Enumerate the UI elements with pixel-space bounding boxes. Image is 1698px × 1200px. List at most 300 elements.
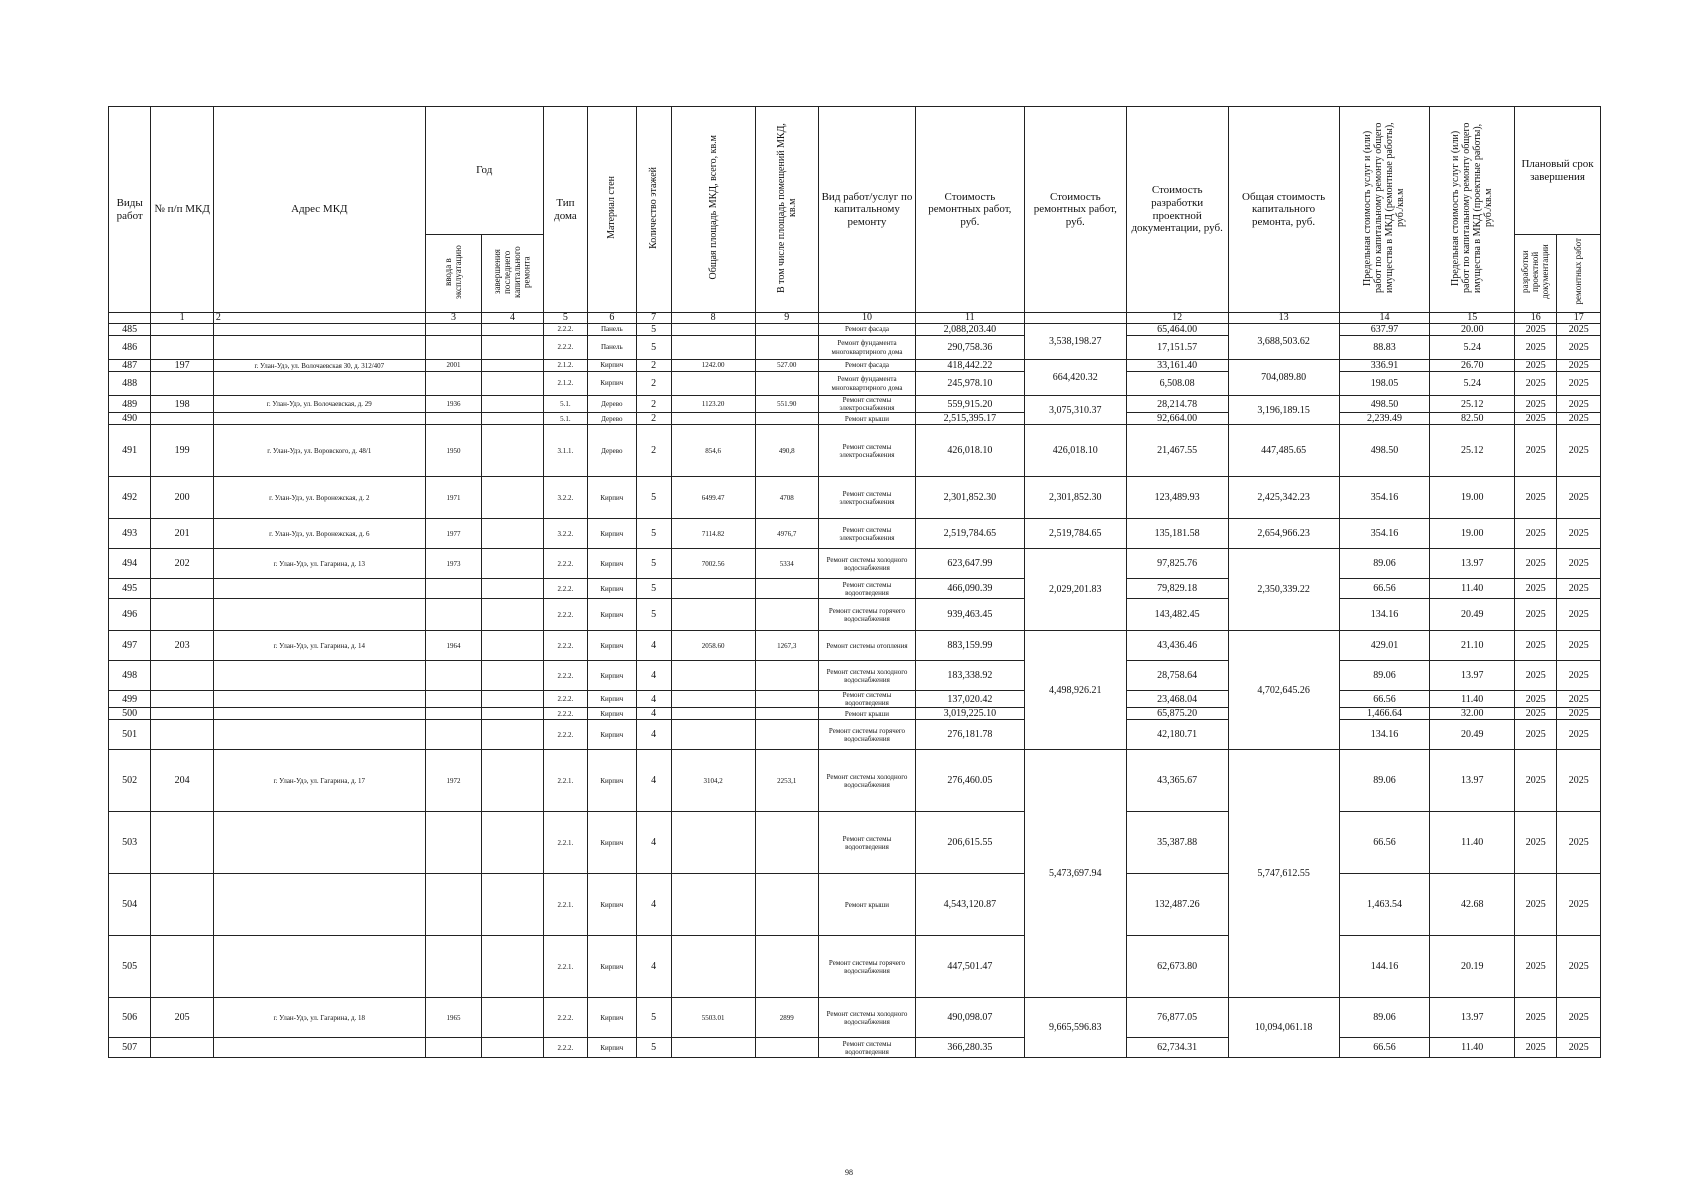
row-repair-cost: 939,463.45 bbox=[915, 599, 1024, 631]
row-total-cost: 704,089.80 bbox=[1228, 360, 1339, 396]
row-premises-area: 551.90 bbox=[755, 396, 819, 413]
row-repair-cost-total: 664,420.32 bbox=[1024, 360, 1126, 396]
row-total-area: 7002.56 bbox=[671, 549, 755, 579]
row-limit-repair: 354.16 bbox=[1339, 477, 1430, 519]
row-work-type: Ремонт системы электроснабжения bbox=[819, 519, 916, 549]
column-number: 17 bbox=[1557, 313, 1601, 324]
row-total-cost: 3,688,503.62 bbox=[1228, 324, 1339, 360]
row-year-last bbox=[482, 425, 544, 477]
row-premises-area: 490,8 bbox=[755, 425, 819, 477]
row-plan-development: 2025 bbox=[1515, 396, 1557, 413]
row-np: 197 bbox=[151, 360, 214, 372]
row-total-cost: 2,350,339.22 bbox=[1228, 549, 1339, 631]
row-work-type: Ремонт системы водоотведения bbox=[819, 691, 916, 708]
row-repair-cost: 418,442.22 bbox=[915, 360, 1024, 372]
row-project-cost: 23,468.04 bbox=[1126, 691, 1228, 708]
row-repair-cost: 2,519,784.65 bbox=[915, 519, 1024, 549]
row-np: 198 bbox=[151, 396, 214, 413]
row-plan-repair: 2025 bbox=[1557, 549, 1601, 579]
row-limit-repair: 66.56 bbox=[1339, 812, 1430, 874]
header-plan-development: разработки проектной документации bbox=[1515, 235, 1557, 313]
row-np: 202 bbox=[151, 549, 214, 579]
table-row bbox=[109, 519, 1601, 549]
column-number: 14 bbox=[1339, 313, 1430, 324]
row-year-last bbox=[482, 360, 544, 372]
row-premises-area bbox=[755, 413, 819, 425]
row-limit-repair: 89.06 bbox=[1339, 750, 1430, 812]
row-plan-development: 2025 bbox=[1515, 661, 1557, 691]
row-address: г. Улан-Удэ, ул. Воронежская, д. 2 bbox=[213, 477, 425, 519]
row-limit-project: 13.97 bbox=[1430, 998, 1515, 1038]
row-house-type: 5.1. bbox=[543, 396, 587, 413]
row-year-last bbox=[482, 519, 544, 549]
row-address bbox=[213, 1038, 425, 1058]
row-total-area: 6499.47 bbox=[671, 477, 755, 519]
row-plan-development: 2025 bbox=[1515, 936, 1557, 998]
row-limit-repair: 2,239.49 bbox=[1339, 413, 1430, 425]
header-np-mkd: № п/п МКД bbox=[151, 107, 214, 313]
row-year-last bbox=[482, 477, 544, 519]
row-total-area bbox=[671, 661, 755, 691]
header-house-type: Тип дома bbox=[543, 107, 587, 313]
row-floors: 5 bbox=[636, 599, 671, 631]
row-floors: 4 bbox=[636, 720, 671, 750]
row-premises-area bbox=[755, 336, 819, 360]
table-body bbox=[109, 313, 1601, 1058]
row-year-last bbox=[482, 874, 544, 936]
row-project-cost: 79,829.18 bbox=[1126, 579, 1228, 599]
row-year-last bbox=[482, 579, 544, 599]
row-year-commission bbox=[425, 579, 481, 599]
header-premises-area: В том числе площадь помещений МКД, кв.м bbox=[755, 107, 819, 313]
row-year-commission bbox=[425, 372, 481, 396]
row-floors: 5 bbox=[636, 998, 671, 1038]
row-address bbox=[213, 599, 425, 631]
table-row bbox=[109, 396, 1601, 413]
row-limit-repair: 1,463.54 bbox=[1339, 874, 1430, 936]
row-year-last bbox=[482, 336, 544, 360]
row-wall-material: Кирпич bbox=[588, 708, 636, 720]
column-number: 8 bbox=[671, 313, 755, 324]
row-wall-material: Кирпич bbox=[588, 661, 636, 691]
row-limit-repair: 66.56 bbox=[1339, 579, 1430, 599]
row-floors: 5 bbox=[636, 336, 671, 360]
row-house-type: 2.2.2. bbox=[543, 708, 587, 720]
row-total-area bbox=[671, 1038, 755, 1058]
header-year: Год bbox=[425, 107, 543, 235]
row-house-type: 2.2.2. bbox=[543, 599, 587, 631]
row-project-cost: 132,487.26 bbox=[1126, 874, 1228, 936]
row-repair-cost: 623,647.99 bbox=[915, 549, 1024, 579]
row-total-cost: 10,094,061.18 bbox=[1228, 998, 1339, 1058]
row-total-area bbox=[671, 708, 755, 720]
row-wall-material: Кирпич bbox=[588, 519, 636, 549]
row-house-type: 2.1.2. bbox=[543, 372, 587, 396]
row-np: 204 bbox=[151, 750, 214, 812]
row-project-cost: 62,734.31 bbox=[1126, 1038, 1228, 1058]
column-number: 9 bbox=[755, 313, 819, 324]
row-limit-project: 25.12 bbox=[1430, 396, 1515, 413]
row-address: г. Улан-Удэ, ул. Волочаевская, д. 29 bbox=[213, 396, 425, 413]
header-year-commission: ввода в эксплуатацию bbox=[425, 235, 481, 313]
row-plan-repair: 2025 bbox=[1557, 936, 1601, 998]
row-vid: 496 bbox=[109, 599, 151, 631]
row-year-commission: 1936 bbox=[425, 396, 481, 413]
row-np: 200 bbox=[151, 477, 214, 519]
row-wall-material: Кирпич bbox=[588, 579, 636, 599]
row-year-last bbox=[482, 691, 544, 708]
column-number: 2 bbox=[213, 313, 425, 324]
row-work-type: Ремонт системы водоотведения bbox=[819, 579, 916, 599]
row-project-cost: 92,664.00 bbox=[1126, 413, 1228, 425]
row-project-cost: 17,151.57 bbox=[1126, 336, 1228, 360]
row-work-type: Ремонт системы горячего водоснабжения bbox=[819, 936, 916, 998]
row-vid: 497 bbox=[109, 631, 151, 661]
row-floors: 4 bbox=[636, 936, 671, 998]
row-floors: 2 bbox=[636, 372, 671, 396]
row-plan-development: 2025 bbox=[1515, 1038, 1557, 1058]
row-vid: 493 bbox=[109, 519, 151, 549]
row-plan-repair: 2025 bbox=[1557, 691, 1601, 708]
row-wall-material: Кирпич bbox=[588, 549, 636, 579]
row-plan-repair: 2025 bbox=[1557, 1038, 1601, 1058]
row-work-type: Ремонт системы водоотведения bbox=[819, 1038, 916, 1058]
column-number bbox=[109, 313, 151, 324]
row-work-type: Ремонт системы холодного водоснабжения bbox=[819, 661, 916, 691]
row-limit-project: 13.97 bbox=[1430, 750, 1515, 812]
row-total-area: 1242.00 bbox=[671, 360, 755, 372]
row-plan-repair: 2025 bbox=[1557, 874, 1601, 936]
row-project-cost: 21,467.55 bbox=[1126, 425, 1228, 477]
header-limit-repair: Предельная стоимость услуг и (или) работ по капитальному ремонту общего имущества в МКД (ремонтные работы), руб./кв.м bbox=[1339, 107, 1430, 313]
row-house-type: 2.2.1. bbox=[543, 750, 587, 812]
row-year-commission: 1964 bbox=[425, 631, 481, 661]
row-np bbox=[151, 936, 214, 998]
row-project-cost: 62,673.80 bbox=[1126, 936, 1228, 998]
row-floors: 4 bbox=[636, 631, 671, 661]
row-premises-area bbox=[755, 661, 819, 691]
row-project-cost: 65,464.00 bbox=[1126, 324, 1228, 336]
row-premises-area bbox=[755, 708, 819, 720]
row-limit-repair: 429.01 bbox=[1339, 631, 1430, 661]
row-year-last bbox=[482, 396, 544, 413]
column-number: 4 bbox=[482, 313, 544, 324]
header-year-last-repair: завершения последнего капитального ремонта bbox=[482, 235, 544, 313]
row-repair-cost: 290,758.36 bbox=[915, 336, 1024, 360]
header-work-type: Вид работ/услуг по капитальному ремонту bbox=[819, 107, 916, 313]
row-house-type: 2.2.2. bbox=[543, 579, 587, 599]
row-limit-project: 11.40 bbox=[1430, 1038, 1515, 1058]
row-house-type: 3.1.1. bbox=[543, 425, 587, 477]
row-wall-material: Кирпич bbox=[588, 812, 636, 874]
row-floors: 4 bbox=[636, 691, 671, 708]
row-total-area bbox=[671, 599, 755, 631]
row-wall-material: Кирпич bbox=[588, 477, 636, 519]
row-address bbox=[213, 413, 425, 425]
header-limit-project: Предельная стоимость услуг и (или) работ по капитальному ремонту общего имущества в МКД (проектные работы), руб./кв.м bbox=[1430, 107, 1515, 313]
row-project-cost: 42,180.71 bbox=[1126, 720, 1228, 750]
row-limit-repair: 66.56 bbox=[1339, 1038, 1430, 1058]
row-repair-cost: 559,915.20 bbox=[915, 396, 1024, 413]
row-year-commission bbox=[425, 874, 481, 936]
row-repair-cost: 245,978.10 bbox=[915, 372, 1024, 396]
row-repair-cost: 426,018.10 bbox=[915, 425, 1024, 477]
row-house-type: 2.2.2. bbox=[543, 998, 587, 1038]
header-plan-date: Плановый срок завершения bbox=[1515, 107, 1601, 235]
row-work-type: Ремонт системы холодного водоснабжения bbox=[819, 998, 916, 1038]
row-limit-project: 11.40 bbox=[1430, 579, 1515, 599]
column-number: 3 bbox=[425, 313, 481, 324]
column-number: 12 bbox=[1126, 313, 1228, 324]
row-work-type: Ремонт системы электроснабжения bbox=[819, 477, 916, 519]
row-premises-area: 2253,1 bbox=[755, 750, 819, 812]
header-project-cost: Стоимость разработки проектной документации, руб. bbox=[1126, 107, 1228, 313]
row-plan-repair: 2025 bbox=[1557, 998, 1601, 1038]
capital-repair-table bbox=[108, 106, 1601, 1058]
row-wall-material: Дерево bbox=[588, 425, 636, 477]
row-total-cost: 2,425,342.23 bbox=[1228, 477, 1339, 519]
row-repair-cost: 2,515,395.17 bbox=[915, 413, 1024, 425]
row-plan-repair: 2025 bbox=[1557, 708, 1601, 720]
row-year-commission bbox=[425, 708, 481, 720]
row-address bbox=[213, 936, 425, 998]
row-work-type: Ремонт крыши bbox=[819, 413, 916, 425]
row-np bbox=[151, 579, 214, 599]
column-number: 11 bbox=[915, 313, 1024, 324]
row-total-area: 854,6 bbox=[671, 425, 755, 477]
row-year-commission: 1977 bbox=[425, 519, 481, 549]
column-number: 6 bbox=[588, 313, 636, 324]
row-total-area bbox=[671, 372, 755, 396]
row-premises-area: 527.00 bbox=[755, 360, 819, 372]
row-floors: 2 bbox=[636, 360, 671, 372]
row-vid: 489 bbox=[109, 396, 151, 413]
row-year-last bbox=[482, 549, 544, 579]
row-limit-project: 11.40 bbox=[1430, 812, 1515, 874]
row-project-cost: 143,482.45 bbox=[1126, 599, 1228, 631]
row-limit-repair: 88.83 bbox=[1339, 336, 1430, 360]
row-project-cost: 35,387.88 bbox=[1126, 812, 1228, 874]
row-plan-repair: 2025 bbox=[1557, 519, 1601, 549]
row-plan-development: 2025 bbox=[1515, 720, 1557, 750]
row-limit-repair: 637.97 bbox=[1339, 324, 1430, 336]
row-vid: 498 bbox=[109, 661, 151, 691]
row-total-cost: 5,747,612.55 bbox=[1228, 750, 1339, 998]
row-premises-area: 2899 bbox=[755, 998, 819, 1038]
row-project-cost: 28,758.64 bbox=[1126, 661, 1228, 691]
row-premises-area bbox=[755, 874, 819, 936]
row-wall-material: Кирпич bbox=[588, 1038, 636, 1058]
row-total-area: 3104,2 bbox=[671, 750, 755, 812]
header-total-area: Общая площадь МКД, всего, кв.м bbox=[671, 107, 755, 313]
column-number: 10 bbox=[819, 313, 916, 324]
row-year-commission bbox=[425, 661, 481, 691]
table-row bbox=[109, 1038, 1601, 1058]
row-project-cost: 135,181.58 bbox=[1126, 519, 1228, 549]
row-np bbox=[151, 372, 214, 396]
row-total-area: 7114.82 bbox=[671, 519, 755, 549]
row-vid: 485 bbox=[109, 324, 151, 336]
row-address bbox=[213, 661, 425, 691]
row-vid: 502 bbox=[109, 750, 151, 812]
table-row bbox=[109, 750, 1601, 812]
row-house-type: 5.1. bbox=[543, 413, 587, 425]
column-number: 13 bbox=[1228, 313, 1339, 324]
column-number: 16 bbox=[1515, 313, 1557, 324]
row-limit-project: 20.49 bbox=[1430, 720, 1515, 750]
row-year-last bbox=[482, 1038, 544, 1058]
row-year-commission bbox=[425, 599, 481, 631]
row-plan-repair: 2025 bbox=[1557, 477, 1601, 519]
row-wall-material: Кирпич bbox=[588, 998, 636, 1038]
row-repair-cost: 206,615.55 bbox=[915, 812, 1024, 874]
row-year-commission: 1965 bbox=[425, 998, 481, 1038]
row-plan-repair: 2025 bbox=[1557, 812, 1601, 874]
row-address bbox=[213, 324, 425, 336]
row-vid: 501 bbox=[109, 720, 151, 750]
row-year-commission: 1950 bbox=[425, 425, 481, 477]
row-house-type: 3.2.2. bbox=[543, 519, 587, 549]
row-repair-cost-total: 3,538,198.27 bbox=[1024, 324, 1126, 360]
row-plan-development: 2025 bbox=[1515, 413, 1557, 425]
row-house-type: 2.1.2. bbox=[543, 360, 587, 372]
table-row bbox=[109, 936, 1601, 998]
row-address bbox=[213, 579, 425, 599]
row-work-type: Ремонт фасада bbox=[819, 360, 916, 372]
row-repair-cost: 466,090.39 bbox=[915, 579, 1024, 599]
row-plan-repair: 2025 bbox=[1557, 372, 1601, 396]
table-row bbox=[109, 661, 1601, 691]
row-vid: 491 bbox=[109, 425, 151, 477]
row-np bbox=[151, 720, 214, 750]
row-plan-repair: 2025 bbox=[1557, 360, 1601, 372]
row-repair-cost: 4,543,120.87 bbox=[915, 874, 1024, 936]
row-np bbox=[151, 708, 214, 720]
row-project-cost: 76,877.05 bbox=[1126, 998, 1228, 1038]
header-vid-rabot: Виды работ bbox=[109, 107, 151, 313]
row-floors: 4 bbox=[636, 708, 671, 720]
row-project-cost: 123,489.93 bbox=[1126, 477, 1228, 519]
row-limit-project: 20.19 bbox=[1430, 936, 1515, 998]
row-year-last bbox=[482, 324, 544, 336]
row-total-area bbox=[671, 874, 755, 936]
row-limit-repair: 134.16 bbox=[1339, 599, 1430, 631]
row-floors: 5 bbox=[636, 579, 671, 599]
row-address: г. Улан-Удэ, ул. Воровского, д. 48/1 bbox=[213, 425, 425, 477]
row-vid: 506 bbox=[109, 998, 151, 1038]
row-floors: 5 bbox=[636, 519, 671, 549]
row-np: 199 bbox=[151, 425, 214, 477]
row-total-area bbox=[671, 579, 755, 599]
table-row bbox=[109, 477, 1601, 519]
row-repair-cost: 883,159.99 bbox=[915, 631, 1024, 661]
row-limit-repair: 89.06 bbox=[1339, 549, 1430, 579]
row-work-type: Ремонт системы холодного водоснабжения bbox=[819, 750, 916, 812]
row-repair-cost-total: 4,498,926.21 bbox=[1024, 631, 1126, 750]
table-row bbox=[109, 413, 1601, 425]
row-repair-cost: 447,501.47 bbox=[915, 936, 1024, 998]
page-number: 98 bbox=[845, 1168, 853, 1177]
row-limit-project: 19.00 bbox=[1430, 519, 1515, 549]
row-year-commission bbox=[425, 936, 481, 998]
row-limit-project: 13.97 bbox=[1430, 661, 1515, 691]
row-limit-repair: 336.91 bbox=[1339, 360, 1430, 372]
row-floors: 2 bbox=[636, 413, 671, 425]
row-wall-material: Кирпич bbox=[588, 720, 636, 750]
row-year-last bbox=[482, 661, 544, 691]
row-limit-repair: 198.05 bbox=[1339, 372, 1430, 396]
table-row bbox=[109, 691, 1601, 708]
row-premises-area bbox=[755, 599, 819, 631]
table-row bbox=[109, 720, 1601, 750]
row-year-commission bbox=[425, 720, 481, 750]
row-repair-cost-total: 3,075,310.37 bbox=[1024, 396, 1126, 425]
row-year-last bbox=[482, 812, 544, 874]
row-repair-cost: 183,338.92 bbox=[915, 661, 1024, 691]
row-address bbox=[213, 720, 425, 750]
row-premises-area bbox=[755, 720, 819, 750]
row-plan-development: 2025 bbox=[1515, 324, 1557, 336]
row-work-type: Ремонт системы электроснабжения bbox=[819, 396, 916, 413]
table-row bbox=[109, 372, 1601, 396]
row-house-type: 2.2.1. bbox=[543, 936, 587, 998]
row-limit-project: 82.50 bbox=[1430, 413, 1515, 425]
row-floors: 5 bbox=[636, 1038, 671, 1058]
row-np bbox=[151, 413, 214, 425]
row-np bbox=[151, 336, 214, 360]
column-number: 15 bbox=[1430, 313, 1515, 324]
table-row bbox=[109, 599, 1601, 631]
row-np bbox=[151, 1038, 214, 1058]
row-vid: 490 bbox=[109, 413, 151, 425]
row-limit-project: 32.00 bbox=[1430, 708, 1515, 720]
row-address bbox=[213, 336, 425, 360]
row-repair-cost: 3,019,225.10 bbox=[915, 708, 1024, 720]
row-plan-development: 2025 bbox=[1515, 874, 1557, 936]
row-np bbox=[151, 324, 214, 336]
row-wall-material: Кирпич bbox=[588, 631, 636, 661]
row-year-commission bbox=[425, 336, 481, 360]
row-work-type: Ремонт фасада bbox=[819, 324, 916, 336]
row-house-type: 2.2.1. bbox=[543, 874, 587, 936]
row-plan-development: 2025 bbox=[1515, 519, 1557, 549]
row-premises-area: 4976,7 bbox=[755, 519, 819, 549]
row-plan-repair: 2025 bbox=[1557, 579, 1601, 599]
row-np bbox=[151, 691, 214, 708]
row-premises-area bbox=[755, 936, 819, 998]
row-premises-area bbox=[755, 691, 819, 708]
row-address bbox=[213, 812, 425, 874]
row-address: г. Улан-Удэ, ул. Воронежская, д. 6 bbox=[213, 519, 425, 549]
row-work-type: Ремонт крыши bbox=[819, 874, 916, 936]
row-year-last bbox=[482, 631, 544, 661]
row-limit-repair: 498.50 bbox=[1339, 425, 1430, 477]
row-limit-repair: 1,466.64 bbox=[1339, 708, 1430, 720]
row-work-type: Ремонт крыши bbox=[819, 708, 916, 720]
table-row bbox=[109, 336, 1601, 360]
row-plan-development: 2025 bbox=[1515, 477, 1557, 519]
row-address: г. Улан-Удэ, ул. Гагарина, д. 17 bbox=[213, 750, 425, 812]
row-plan-development: 2025 bbox=[1515, 998, 1557, 1038]
row-floors: 5 bbox=[636, 549, 671, 579]
row-premises-area bbox=[755, 812, 819, 874]
row-vid: 494 bbox=[109, 549, 151, 579]
row-limit-project: 5.24 bbox=[1430, 336, 1515, 360]
row-limit-repair: 498.50 bbox=[1339, 396, 1430, 413]
header-plan-repair: ремонтных работ bbox=[1557, 235, 1601, 313]
row-project-cost: 6,508.08 bbox=[1126, 372, 1228, 396]
row-floors: 5 bbox=[636, 324, 671, 336]
